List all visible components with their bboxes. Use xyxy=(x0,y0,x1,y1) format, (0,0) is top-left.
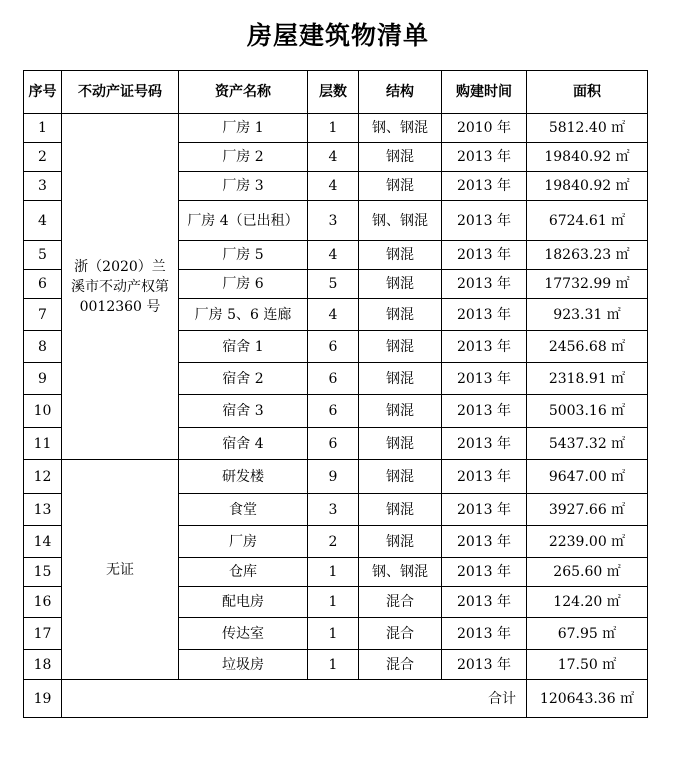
header-name: 资产名称 xyxy=(179,71,308,114)
row-no: 14 xyxy=(24,526,62,558)
structure-type: 钢混 xyxy=(359,428,442,460)
asset-name: 垃圾房 xyxy=(179,650,308,680)
build-year: 2013 年 xyxy=(442,363,527,395)
row-no: 18 xyxy=(24,650,62,680)
floor-count: 4 xyxy=(308,143,359,172)
build-year: 2013 年 xyxy=(442,526,527,558)
structure-type: 钢混 xyxy=(359,494,442,526)
structure-type: 钢混 xyxy=(359,363,442,395)
area-value: 19840.92 ㎡ xyxy=(527,172,648,201)
row-no: 6 xyxy=(24,270,62,299)
floor-count: 6 xyxy=(308,363,359,395)
asset-name: 厂房 xyxy=(179,526,308,558)
build-year: 2013 年 xyxy=(442,172,527,201)
area-value: 2318.91 ㎡ xyxy=(527,363,648,395)
asset-name: 厂房 5、6 连廊 xyxy=(179,299,308,331)
area-value: 2239.00 ㎡ xyxy=(527,526,648,558)
build-year: 2013 年 xyxy=(442,241,527,270)
row-no: 4 xyxy=(24,201,62,241)
structure-type: 钢混 xyxy=(359,460,442,494)
floor-count: 1 xyxy=(308,650,359,680)
structure-type: 钢混 xyxy=(359,299,442,331)
row-no: 15 xyxy=(24,558,62,587)
asset-name: 厂房 6 xyxy=(179,270,308,299)
cert-number: 无证 xyxy=(62,460,179,680)
build-year: 2013 年 xyxy=(442,428,527,460)
build-year: 2013 年 xyxy=(442,618,527,650)
build-year: 2013 年 xyxy=(442,395,527,428)
structure-type: 钢、钢混 xyxy=(359,558,442,587)
row-no: 8 xyxy=(24,331,62,363)
floor-count: 6 xyxy=(308,331,359,363)
structure-type: 钢、钢混 xyxy=(359,201,442,241)
floor-count: 4 xyxy=(308,172,359,201)
structure-type: 钢混 xyxy=(359,331,442,363)
structure-type: 混合 xyxy=(359,650,442,680)
row-no: 5 xyxy=(24,241,62,270)
structure-type: 钢混 xyxy=(359,241,442,270)
floor-count: 4 xyxy=(308,241,359,270)
floor-count: 1 xyxy=(308,558,359,587)
table-row xyxy=(24,114,648,143)
row-no: 2 xyxy=(24,143,62,172)
header-area: 面积 xyxy=(527,71,648,114)
area-value: 19840.92 ㎡ xyxy=(527,143,648,172)
floor-count: 2 xyxy=(308,526,359,558)
build-year: 2013 年 xyxy=(442,650,527,680)
asset-name: 宿舍 3 xyxy=(179,395,308,428)
structure-type: 钢混 xyxy=(359,395,442,428)
asset-name: 厂房 3 xyxy=(179,172,308,201)
row-no: 10 xyxy=(24,395,62,428)
structure-type: 钢混 xyxy=(359,143,442,172)
row-no: 1 xyxy=(24,114,62,143)
header-structure: 结构 xyxy=(359,71,442,114)
cert-number: 浙（2020）兰溪市不动产权第 0012360 号 xyxy=(62,114,179,460)
total-label: 合计 xyxy=(62,680,527,718)
asset-name: 宿舍 4 xyxy=(179,428,308,460)
total-area: 120643.36 ㎡ xyxy=(527,680,648,718)
build-year: 2013 年 xyxy=(442,299,527,331)
row-no: 7 xyxy=(24,299,62,331)
build-year: 2013 年 xyxy=(442,143,527,172)
area-value: 923.31 ㎡ xyxy=(527,299,648,331)
structure-type: 钢混 xyxy=(359,172,442,201)
area-value: 6724.61 ㎡ xyxy=(527,201,648,241)
header-no: 序号 xyxy=(24,71,62,114)
structure-type: 钢混 xyxy=(359,526,442,558)
build-year: 2013 年 xyxy=(442,270,527,299)
asset-name: 食堂 xyxy=(179,494,308,526)
header-year: 购建时间 xyxy=(442,71,527,114)
build-year: 2013 年 xyxy=(442,201,527,241)
floor-count: 1 xyxy=(308,114,359,143)
floor-count: 6 xyxy=(308,395,359,428)
floor-count: 5 xyxy=(308,270,359,299)
area-value: 17.50 ㎡ xyxy=(527,650,648,680)
table-body xyxy=(24,114,648,718)
area-value: 18263.23 ㎡ xyxy=(527,241,648,270)
floor-count: 3 xyxy=(308,201,359,241)
header-floors: 层数 xyxy=(308,71,359,114)
area-value: 5003.16 ㎡ xyxy=(527,395,648,428)
asset-name: 宿舍 1 xyxy=(179,331,308,363)
asset-name: 宿舍 2 xyxy=(179,363,308,395)
floor-count: 9 xyxy=(308,460,359,494)
area-value: 265.60 ㎡ xyxy=(527,558,648,587)
build-year: 2013 年 xyxy=(442,558,527,587)
build-year: 2010 年 xyxy=(442,114,527,143)
asset-name: 仓库 xyxy=(179,558,308,587)
row-no: 9 xyxy=(24,363,62,395)
floor-count: 6 xyxy=(308,428,359,460)
area-value: 2456.68 ㎡ xyxy=(527,331,648,363)
row-no: 11 xyxy=(24,428,62,460)
asset-name: 配电房 xyxy=(179,587,308,618)
area-value: 124.20 ㎡ xyxy=(527,587,648,618)
area-value: 9647.00 ㎡ xyxy=(527,460,648,494)
area-value: 5812.40 ㎡ xyxy=(527,114,648,143)
floor-count: 1 xyxy=(308,618,359,650)
build-year: 2013 年 xyxy=(442,460,527,494)
row-no: 12 xyxy=(24,460,62,494)
row-no: 17 xyxy=(24,618,62,650)
floor-count: 4 xyxy=(308,299,359,331)
floor-count: 3 xyxy=(308,494,359,526)
asset-name: 厂房 2 xyxy=(179,143,308,172)
area-value: 17732.99 ㎡ xyxy=(527,270,648,299)
asset-name: 厂房 5 xyxy=(179,241,308,270)
structure-type: 钢混 xyxy=(359,270,442,299)
build-year: 2013 年 xyxy=(442,331,527,363)
row-no: 19 xyxy=(24,680,62,718)
table-row xyxy=(24,460,648,494)
row-no: 3 xyxy=(24,172,62,201)
structure-type: 混合 xyxy=(359,587,442,618)
row-no: 16 xyxy=(24,587,62,618)
build-year: 2013 年 xyxy=(442,587,527,618)
build-year: 2013 年 xyxy=(442,494,527,526)
asset-name: 研发楼 xyxy=(179,460,308,494)
header-row xyxy=(24,71,648,114)
floor-count: 1 xyxy=(308,587,359,618)
structure-type: 混合 xyxy=(359,618,442,650)
asset-name: 厂房 1 xyxy=(179,114,308,143)
area-value: 3927.66 ㎡ xyxy=(527,494,648,526)
page-title: 房屋建筑物清单 xyxy=(246,21,429,50)
asset-name: 传达室 xyxy=(179,618,308,650)
building-list-table xyxy=(23,70,648,718)
area-value: 67.95 ㎡ xyxy=(527,618,648,650)
header-cert: 不动产证号码 xyxy=(62,71,179,114)
row-no: 13 xyxy=(24,494,62,526)
total-row xyxy=(24,680,648,718)
area-value: 5437.32 ㎡ xyxy=(527,428,648,460)
asset-name: 厂房 4（已出租） xyxy=(179,201,308,241)
structure-type: 钢、钢混 xyxy=(359,114,442,143)
